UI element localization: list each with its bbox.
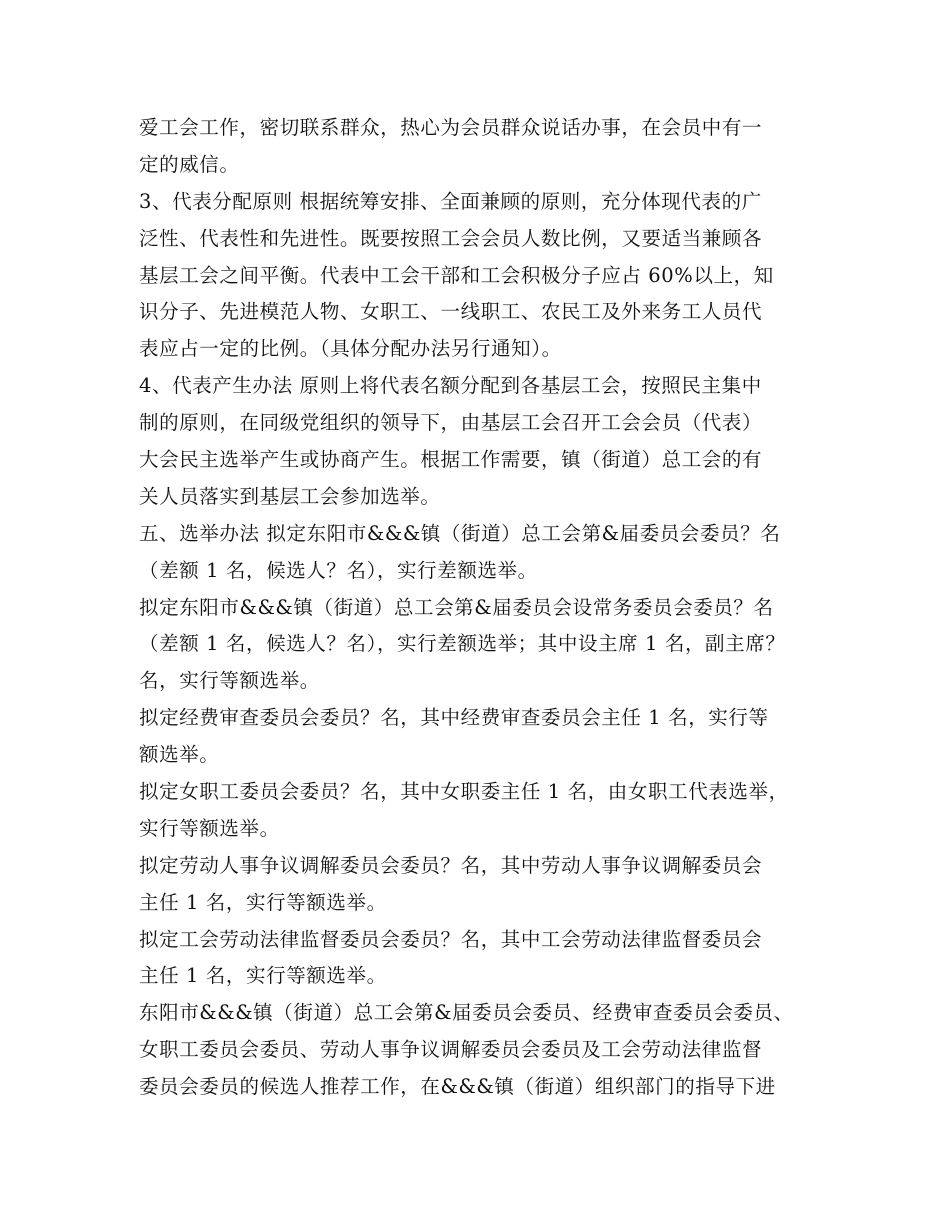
- text-line: 名，实行等额选举。: [139, 669, 320, 693]
- document-body: [139, 110, 829, 1106]
- text-line: 主任 1 名，实行等额选举。: [139, 964, 387, 988]
- text-line: 制的原则，在同级党组织的领导下，由基层工会召开工会会员（代表）: [139, 411, 763, 435]
- text-line: 女职工委员会委员、劳动人事争议调解委员会委员及工会劳动法律监督: [139, 1038, 763, 1062]
- text-line: 大会民主选举产生或协商产生。根据工作需要，镇（街道）总工会的有: [139, 448, 763, 472]
- text-line: 泛性、代表性和先进性。既要按照工会会员人数比例，又要适当兼顾各: [139, 226, 763, 250]
- text-line: （差额 1 名，候选人？名），实行差额选举。: [139, 558, 538, 582]
- text-line: 拟定经费审查委员会委员？名，其中经费审查委员会主任 1 名，实行等: [139, 706, 769, 730]
- text-line: 拟定工会劳动法律监督委员会委员？名，其中工会劳动法律监督委员会: [139, 927, 763, 951]
- text-line: 五、选举办法 拟定东阳市&&&镇（街道）总工会第&届委员会委员？名: [139, 521, 781, 545]
- text-line: 拟定东阳市&&&镇（街道）总工会第&届委员会设常务委员会委员？名: [139, 595, 774, 619]
- text-line: （差额 1 名，候选人？名），实行差额选举；其中设主席 1 名，副主席？: [139, 632, 786, 656]
- text-line: 东阳市&&&镇（街道）总工会第&届委员会委员、经费审查委员会委员、: [139, 1001, 794, 1025]
- text-line: 3、代表分配原则 根据统筹安排、全面兼顾的原则，充分体现代表的广: [139, 189, 762, 213]
- text-line: 拟定女职工委员会委员？名，其中女职委主任 1 名，由女职工代表选举，: [139, 780, 789, 804]
- text-line: 关人员落实到基层工会参加选举。: [139, 484, 441, 508]
- text-line: 主任 1 名，实行等额选举。: [139, 890, 387, 914]
- text-line: 委员会委员的候选人推荐工作，在&&&镇（街道）组织部门的指导下进: [139, 1075, 776, 1099]
- text-line: 基层工会之间平衡。代表中工会干部和工会积极分子应占 60%以上，知: [139, 263, 774, 287]
- text-line: 4、代表产生办法 原则上将代表名额分配到各基层工会，按照民主集中: [139, 374, 762, 398]
- text-line: 表应占一定的比例。（具体分配办法另行通知）。: [139, 337, 562, 361]
- text-line: 识分子、先进模范人物、女职工、一线职工、农民工及外来务工人员代: [139, 300, 763, 324]
- text-line: 定的威信。: [139, 152, 240, 176]
- text-line: 爱工会工作，密切联系群众，热心为会员群众说话办事，在会员中有一: [139, 116, 763, 139]
- text-line: 实行等额选举。: [139, 816, 280, 840]
- text-line: 额选举。: [139, 743, 220, 767]
- text-line: 拟定劳动人事争议调解委员会委员？名，其中劳动人事争议调解委员会: [139, 853, 763, 877]
